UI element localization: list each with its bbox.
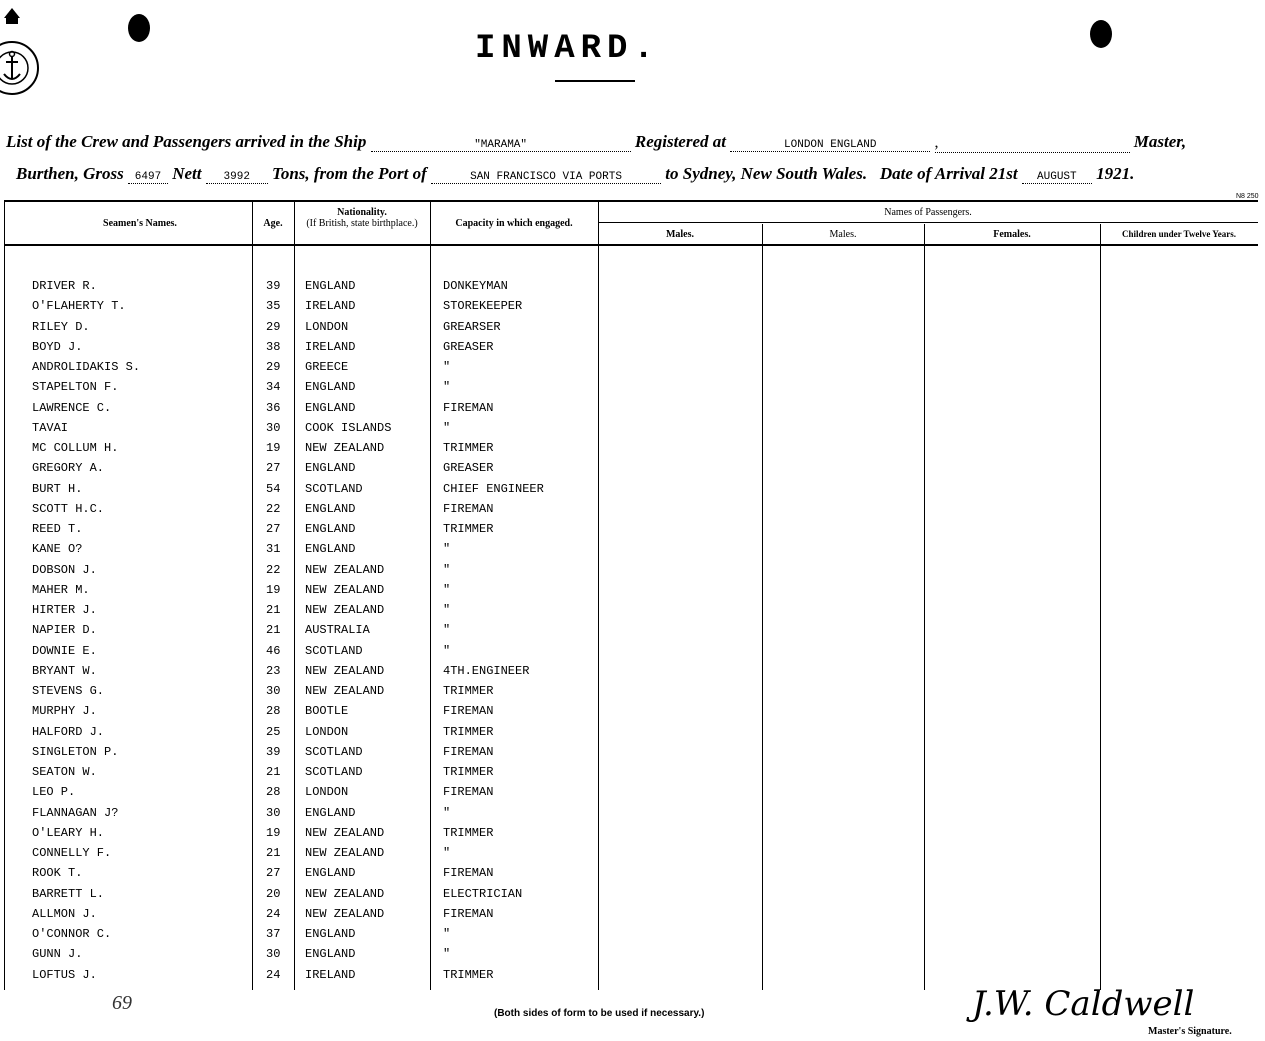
arrival-year: 1921. (1096, 164, 1135, 183)
col-header-names: Seamen's Names. (103, 218, 177, 229)
crew-capacity: TRIMMER (443, 441, 494, 455)
crew-capacity: " (443, 603, 451, 617)
col-header-males-2: Males. (829, 229, 857, 240)
crew-name: RILEY D. (32, 319, 90, 334)
page-number: 69 (112, 992, 132, 1014)
column-divider (4, 202, 5, 990)
crew-age: 36 (266, 400, 281, 415)
crew-name: DOBSON J. (32, 562, 97, 577)
crew-age: 30 (266, 805, 281, 820)
crew-capacity: FIREMAN (443, 744, 494, 759)
ship-name-field: "MARAMA" (371, 139, 631, 152)
crew-nationality: SCOTLAND (305, 643, 363, 658)
crew-name: BARRETT L. (32, 886, 105, 901)
column-divider (598, 202, 599, 990)
crew-capacity: " (443, 360, 451, 374)
passenger-header-divider (598, 222, 1258, 223)
col-header-females: Females. (993, 229, 1031, 240)
crew-age: 22 (266, 501, 281, 516)
crew-capacity: " (443, 380, 451, 395)
crew-name: BURT H. (32, 481, 83, 496)
crew-capacity: " (443, 562, 451, 577)
crew-nationality: ENGLAND (305, 947, 356, 962)
crew-name: ROOK T. (32, 866, 83, 881)
crew-capacity: FIREMAN (443, 785, 494, 800)
crew-capacity: FIREMAN (443, 704, 494, 719)
crew-name: O'LEARY H. (32, 825, 105, 840)
punch-hole (128, 14, 150, 42)
crew-nationality: COOK ISLANDS (305, 420, 392, 435)
crew-name: CONNELLY F. (32, 846, 112, 860)
crew-age: 30 (266, 947, 281, 962)
col-header-males-1: Males. (665, 229, 695, 240)
crew-age: 19 (266, 582, 281, 597)
crew-age: 24 (266, 906, 281, 921)
crew-nationality: ENGLAND (305, 279, 356, 293)
crew-capacity: FIREMAN (443, 400, 494, 415)
crew-nationality: SCOTLAND (305, 765, 363, 779)
master-signature-label: Master's Signature. (1148, 1026, 1232, 1037)
master-label: Master, (1133, 132, 1187, 151)
crew-age: 25 (266, 724, 281, 739)
crew-name: MAHER M. (32, 582, 90, 597)
crew-name: SCOTT H.C. (32, 501, 105, 516)
crew-age: 20 (266, 886, 281, 901)
crew-capacity: GREARSER (443, 319, 501, 334)
crew-nationality: NEW ZEALAND (305, 886, 385, 901)
column-divider (252, 202, 253, 990)
crew-capacity: " (443, 623, 451, 638)
crew-capacity: STOREKEEPER (443, 299, 523, 314)
crew-capacity: " (443, 805, 451, 820)
col-header-age: Age. (263, 218, 283, 229)
crew-capacity: TRIMMER (443, 967, 494, 982)
crew-age: 28 (266, 785, 281, 800)
crew-age: 22 (266, 562, 281, 577)
crew-name: O'CONNOR C. (32, 927, 112, 941)
crew-age: 54 (266, 481, 281, 496)
punch-hole (1090, 20, 1112, 48)
crew-nationality: ENGLAND (305, 542, 356, 557)
crew-nationality: NEW ZEALAND (305, 846, 385, 860)
crew-age: 19 (266, 825, 281, 840)
list-label: List of the Crew and Passengers arrived in the Ship (6, 132, 367, 151)
crew-name: LEO P. (32, 785, 76, 800)
department-seal-icon (0, 6, 40, 116)
crew-nationality: IRELAND (305, 967, 356, 982)
header-line-burthen (16, 164, 1134, 184)
crew-age: 21 (266, 765, 281, 779)
crew-age: 19 (266, 441, 281, 455)
crew-capacity: " (443, 582, 451, 597)
crew-capacity: " (443, 846, 451, 860)
crew-nationality: ENGLAND (305, 501, 356, 516)
crew-age: 35 (266, 299, 281, 314)
crew-age: 29 (266, 319, 281, 334)
arrival-month-field: AUGUST (1022, 171, 1092, 184)
crew-nationality: LONDON (305, 785, 349, 800)
crew-nationality: NEW ZEALAND (305, 603, 385, 617)
crew-capacity: " (443, 947, 451, 962)
column-divider (924, 224, 925, 990)
form-number: N8 250 (1236, 193, 1259, 200)
crew-capacity: FIREMAN (443, 906, 494, 921)
crew-capacity: TRIMMER (443, 724, 494, 739)
col-header-nationality-sub: (If British, state birthplace.) (306, 218, 418, 229)
crew-name: HALFORD J. (32, 724, 105, 739)
crew-name: NAPIER D. (32, 623, 97, 638)
crew-name: HIRTER J. (32, 603, 97, 617)
crew-age: 30 (266, 420, 281, 435)
crew-capacity: FIREMAN (443, 866, 494, 881)
crew-age: 29 (266, 360, 281, 374)
crew-name: DRIVER R. (32, 279, 97, 293)
col-header-nationality (296, 207, 428, 229)
crew-capacity: CHIEF ENGINEER (443, 481, 544, 496)
crew-age: 28 (266, 704, 281, 719)
column-divider (1100, 224, 1101, 990)
crew-name: BRYANT W. (32, 663, 97, 678)
col-header-passengers: Names of Passengers. (884, 207, 972, 218)
crew-nationality: IRELAND (305, 299, 356, 314)
crew-nationality: ENGLAND (305, 866, 356, 881)
gross-tonnage-field: 6497 (128, 171, 168, 184)
crew-age: 37 (266, 927, 281, 941)
crew-name: MC COLLUM H. (32, 441, 119, 455)
departure-port-field: SAN FRANCISCO VIA PORTS (431, 171, 661, 184)
col-header-children: Children under Twelve Years. (1121, 229, 1236, 239)
crew-nationality: ENGLAND (305, 380, 356, 395)
crew-capacity: FIREMAN (443, 501, 494, 516)
column-divider (430, 202, 431, 990)
header-line-ship (6, 132, 1186, 153)
crew-capacity: 4TH.ENGINEER (443, 663, 530, 678)
burthen-label: Burthen, Gross (16, 164, 124, 183)
crew-nationality: NEW ZEALAND (305, 663, 385, 678)
crew-capacity: TRIMMER (443, 825, 494, 840)
crew-nationality: LONDON (305, 724, 349, 739)
crew-nationality: ENGLAND (305, 461, 356, 476)
crew-name: GUNN J. (32, 947, 83, 962)
crew-capacity: ELECTRICIAN (443, 886, 523, 901)
crew-capacity: GREASER (443, 339, 494, 354)
crew-nationality: GREECE (305, 360, 349, 374)
arrival-day-handwritten: 21st (989, 164, 1018, 183)
crew-nationality: ENGLAND (305, 400, 356, 415)
column-divider (294, 202, 295, 990)
crew-capacity: " (443, 927, 451, 941)
col-header-capacity: Capacity in which engaged. (455, 218, 573, 229)
crew-name: ANDROLIDAKIS S. (32, 360, 141, 374)
crew-name: KANE O? (32, 542, 83, 557)
crew-nationality: SCOTLAND (305, 481, 363, 496)
crew-name: SEATON W. (32, 765, 97, 779)
crew-age: 27 (266, 461, 281, 476)
crew-age: 27 (266, 522, 281, 536)
master-field: , (935, 134, 1130, 153)
nett-label: Nett (172, 164, 202, 183)
crew-capacity: TRIMMER (443, 765, 494, 779)
crew-capacity: " (443, 643, 451, 658)
crew-name: LOFTUS J. (32, 967, 97, 982)
crew-age: 31 (266, 542, 281, 557)
column-divider (762, 224, 763, 990)
crew-age: 24 (266, 967, 281, 982)
crew-name: BOYD J. (32, 339, 83, 354)
crew-nationality: ENGLAND (305, 805, 356, 820)
crew-age: 21 (266, 846, 281, 860)
crew-name: SINGLETON P. (32, 744, 119, 759)
crew-nationality: NEW ZEALAND (305, 906, 385, 921)
crew-age: 21 (266, 623, 281, 638)
crew-name: O'FLAHERTY T. (32, 299, 126, 314)
crew-nationality: NEW ZEALAND (305, 582, 385, 597)
crew-nationality: NEW ZEALAND (305, 562, 385, 577)
crew-age: 27 (266, 866, 281, 881)
crew-age: 38 (266, 339, 281, 354)
title-divider (555, 80, 635, 82)
crew-nationality: NEW ZEALAND (305, 441, 385, 455)
registered-label: Registered at (634, 132, 726, 151)
crew-age: 39 (266, 744, 281, 759)
crew-age: 46 (266, 643, 281, 658)
col-header-nationality-title: Nationality. (337, 207, 387, 218)
crew-name: MURPHY J. (32, 704, 97, 719)
page-title: INWARD. (475, 30, 660, 68)
crew-capacity: DONKEYMAN (443, 279, 508, 293)
crew-nationality: ENGLAND (305, 522, 356, 536)
crew-nationality: NEW ZEALAND (305, 825, 385, 840)
crew-nationality: IRELAND (305, 339, 356, 354)
crew-name: REED T. (32, 522, 83, 536)
crew-age: 34 (266, 380, 281, 395)
nett-tonnage-field: 3992 (206, 171, 268, 184)
crew-name: DOWNIE E. (32, 643, 97, 658)
master-signature: J.W. Caldwell (972, 984, 1195, 1024)
crew-capacity: " (443, 542, 451, 557)
crew-nationality: BOOTLE (305, 704, 349, 719)
crew-name: GREGORY A. (32, 461, 105, 476)
crew-capacity: " (443, 420, 451, 435)
arrival-label: Date of Arrival (879, 164, 985, 183)
crew-name: FLANNAGAN J? (32, 805, 119, 820)
crew-nationality: ENGLAND (305, 927, 356, 941)
crew-age: 21 (266, 603, 281, 617)
registered-port-field: LONDON ENGLAND (730, 139, 930, 152)
crew-age: 23 (266, 663, 281, 678)
crew-age: 30 (266, 684, 281, 698)
crew-name: ALLMON J. (32, 906, 97, 921)
crew-capacity: TRIMMER (443, 684, 494, 698)
crew-nationality: AUSTRALIA (305, 623, 370, 638)
crew-name: TAVAI (32, 420, 69, 435)
form-footnote: (Both sides of form to be used if necessary.) (494, 1008, 705, 1019)
crew-name: LAWRENCE C. (32, 400, 112, 415)
crew-name: STAPELTON F. (32, 380, 119, 395)
crew-age: 39 (266, 279, 281, 293)
crew-name: STEVENS G. (32, 684, 105, 698)
to-label: to Sydney, New South Wales. (665, 164, 868, 183)
crew-nationality: SCOTLAND (305, 744, 363, 759)
crew-capacity: TRIMMER (443, 522, 494, 536)
crew-capacity: GREASER (443, 461, 494, 476)
crew-nationality: LONDON (305, 319, 349, 334)
tons-label: Tons, from the Port of (272, 164, 427, 183)
crew-table (4, 200, 1258, 992)
crew-nationality: NEW ZEALAND (305, 684, 385, 698)
